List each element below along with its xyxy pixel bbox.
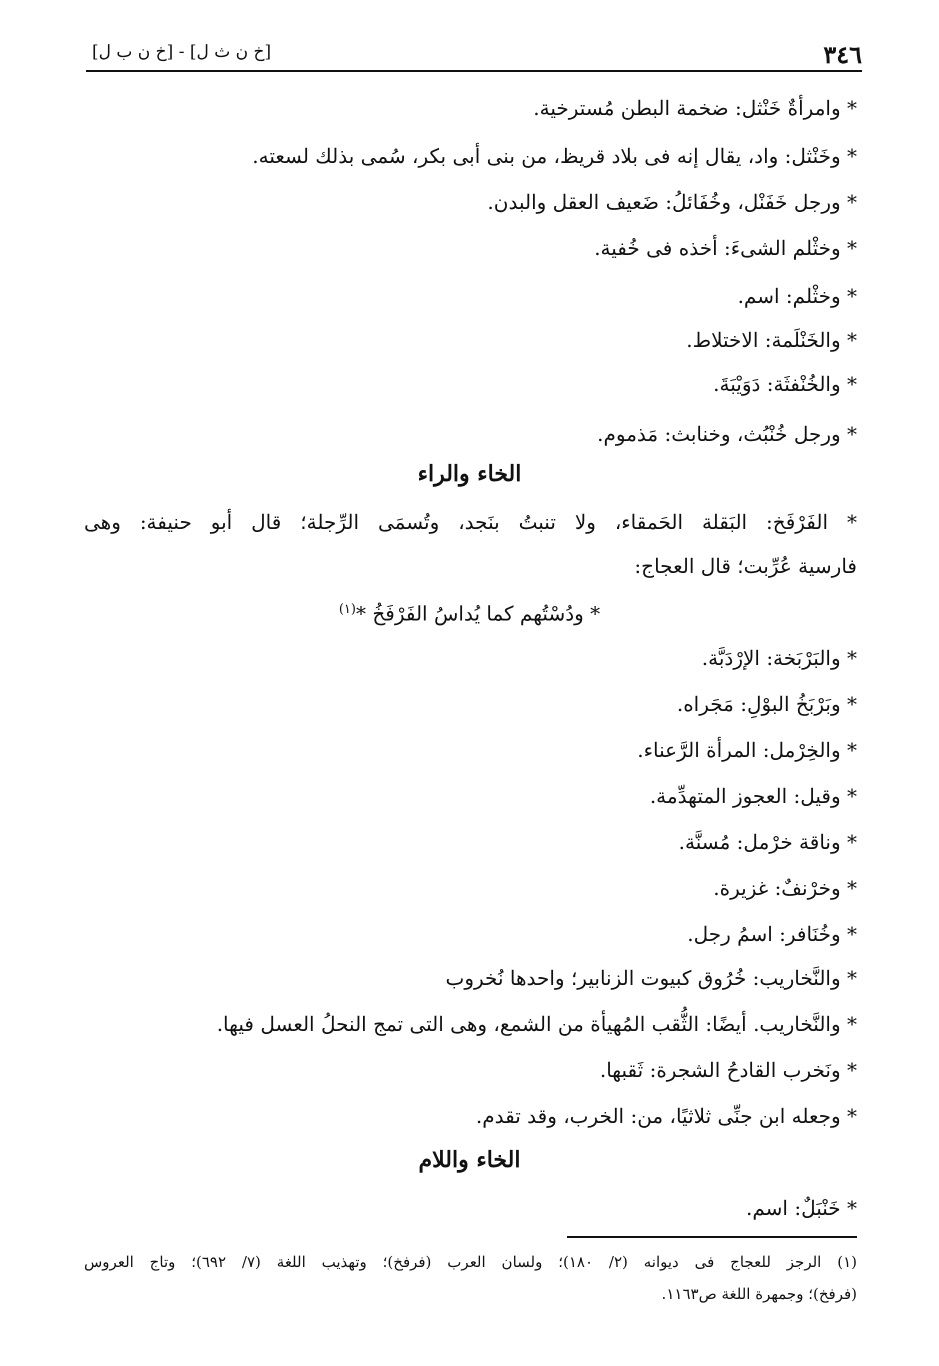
- entry-line: * خَنْبَلٌ: اسم.: [745, 1196, 857, 1220]
- entry-line: * وامرأةٌ خَنْثل: ضخمة البطن مُسترخية.: [533, 96, 857, 120]
- verse-text: * ودُسْتُهم كما يُداسُ الفَرْفَخُ *: [355, 601, 601, 626]
- entry-line: * والخِرْمل: المرأة الرَّعناء.: [637, 738, 857, 762]
- verse-line: [0, 594, 939, 626]
- footnote-divider: [567, 1236, 857, 1238]
- running-head: [خ ن ث ل] - [خ ن ب ل]: [92, 42, 272, 62]
- footnote-line: (١) الرجز للعجاج فى ديوانه (٢/ ١٨٠)؛ ولسان العرب (فرفخ)؛ وتهذيب اللغة (٧/ ٦٩٢)؛ وتاج العروس: [84, 1253, 857, 1271]
- entry-line: * ورجل خَفَنْل، وخُفَائلُ: ضَعيف العقل والبدن.: [487, 190, 857, 214]
- entry-line: * وخَنْثل: واد، يقال إنه فى بلاد قريظ، من بنى أبى بكر، سُمى بذلك لسعته.: [252, 144, 857, 168]
- entry-line: * وخثْلم الشىءَ: أخذه فى خُفية.: [594, 236, 857, 260]
- entry-line: * الفَرْفَخ: البَقلة الحَمقاء، ولا تنبتُ بنَجد، وتُسمَى الرِّجلة؛ قال أبو حنيفة: وهى: [84, 510, 857, 534]
- entry-line: * وجعله ابن جنِّى ثلاثيًا، من: الخرب، وقد تقدم.: [475, 1104, 857, 1128]
- page-header: [86, 36, 862, 72]
- entry-line: * وبَرْبَخُ البوْلِ: مَجَراه.: [676, 692, 857, 716]
- entry-line: * وقيل: العجوز المتهدِّمة.: [649, 784, 857, 808]
- entry-line: * والخَنْلَمة: الاختلاط.: [686, 328, 857, 352]
- entry-line: * ونَخرب القادحُ الشجرة: ثَقبها.: [599, 1058, 857, 1082]
- entry-line: * وناقة خرْمل: مُسنَّة.: [678, 830, 857, 854]
- entry-line: * وخرْنفٌ: غزيرة.: [713, 876, 857, 900]
- page-number: ٣٤٦: [823, 40, 862, 69]
- section-heading: الخاء والراء: [417, 461, 522, 487]
- entry-line-continuation: فارسية عُرِّبت؛ قال العجاج:: [634, 554, 857, 578]
- entry-line: * وخُنَافر: اسمُ رجل.: [687, 922, 857, 946]
- entry-line: * وخثْلم: اسم.: [737, 284, 857, 308]
- footnote-reference: (١): [338, 602, 356, 617]
- entry-line: * والبَرْبَخة: الإرْدَبَّة.: [701, 646, 857, 670]
- entry-line: * والنَّخاريب: خُرُوق كبيوت الزنابير؛ واحدها نُخروب: [445, 966, 857, 990]
- entry-line: * ورجل خُنْبُث، وخنابث: مَذموم.: [597, 422, 857, 446]
- entry-line: * والخُنْفثَة: دَوَيْبَةَ.: [713, 372, 857, 396]
- section-heading: الخاء واللام: [418, 1147, 521, 1173]
- entry-line: * والنَّخاريب. أيضًا: الثُّقب المُهيأة من الشمع، وهى التى تمج النحلُ العسل فيها.: [216, 1012, 857, 1036]
- footnote-line: (فرفخ)؛ وجمهرة اللغة ص١١٦٣.: [661, 1285, 857, 1303]
